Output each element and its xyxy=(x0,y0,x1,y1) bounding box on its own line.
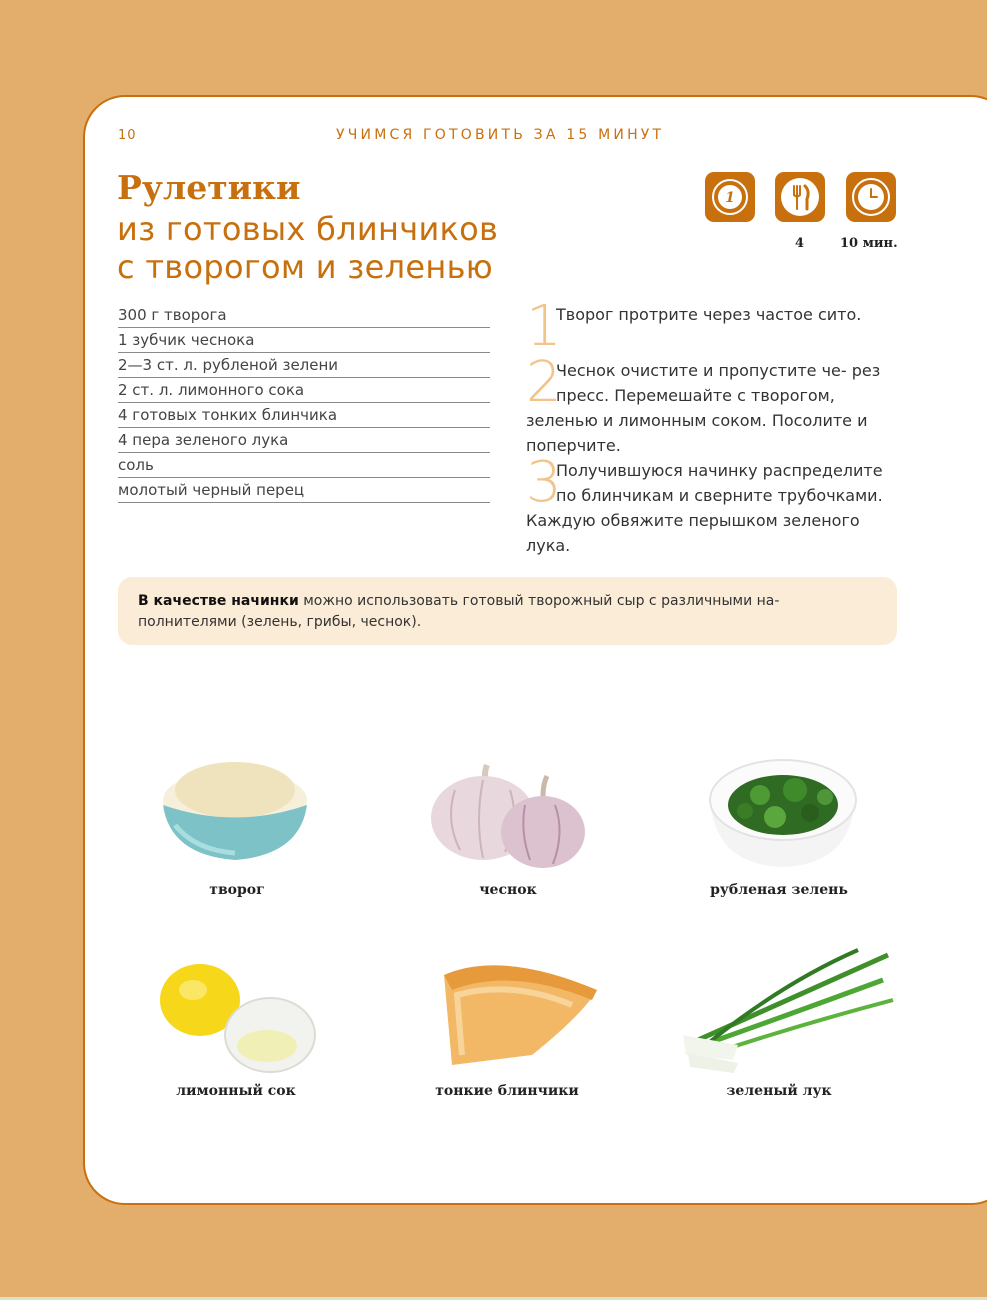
tip-text: можно использовать готовый творожный сыр с различными на- полнителями (зелень, грибы, чеснок). xyxy=(138,593,780,630)
ingredient-item: 1 зубчик чеснока xyxy=(118,328,490,353)
instructions xyxy=(526,294,906,558)
step-number: 2 xyxy=(526,350,562,415)
recipe-subtitle-line-1: из готовых блинчиков xyxy=(117,210,499,248)
garlic-image xyxy=(425,760,590,870)
recipe-title: Рулетики xyxy=(117,168,301,207)
step xyxy=(526,450,906,558)
step-text: Чеснок очистите и пропустите че- рез пресс. Перемешайте с творогом, зеленью и лимонным соком. Посолите и поперчите. xyxy=(526,361,881,455)
difficulty-badge xyxy=(705,172,755,222)
food-label: зеленый лук xyxy=(726,1083,832,1099)
step-text: Получившуюся начинку распределите по блинчикам и сверните трубочками. Каждую обвяжите перышком зеленого лука. xyxy=(526,461,883,555)
chopped-greens-image xyxy=(705,745,860,870)
step-number: 3 xyxy=(526,450,562,515)
pancakes-image xyxy=(432,945,604,1075)
tip-lead: В качестве начинки xyxy=(138,593,299,609)
food-label: творог xyxy=(209,882,265,898)
time-value: 10 мин. xyxy=(840,236,898,251)
food-label: лимонный сок xyxy=(176,1083,296,1099)
lemon-juice-image xyxy=(155,960,320,1075)
step-number: 1 xyxy=(526,294,562,359)
ingredient-item: 4 готовых тонких блинчика xyxy=(118,403,490,428)
recipe-subtitle-line-2: с творогом и зеленью xyxy=(117,248,493,286)
cottage-cheese-image xyxy=(155,755,315,870)
page-number: 10 xyxy=(118,128,137,143)
ingredient-item: 2—3 ст. л. рубленой зелени xyxy=(118,353,490,378)
step xyxy=(526,350,906,458)
clock-icon xyxy=(846,172,896,222)
step xyxy=(526,294,906,359)
tip-box xyxy=(118,577,897,645)
running-head: УЧИМСЯ ГОТОВИТЬ ЗА 15 МИНУТ xyxy=(336,127,665,143)
svg-text:1: 1 xyxy=(725,190,735,206)
ingredient-item: соль xyxy=(118,453,490,478)
ingredient-item: молотый черный перец xyxy=(118,478,490,503)
ingredient-item: 300 г творога xyxy=(118,303,490,328)
fork-knife-icon xyxy=(775,172,825,222)
ingredient-item: 2 ст. л. лимонного сока xyxy=(118,378,490,403)
time-badge xyxy=(846,172,896,222)
green-onion-image xyxy=(678,945,896,1077)
servings-value: 4 xyxy=(795,236,805,251)
servings-badge xyxy=(775,172,825,222)
food-label: чеснок xyxy=(479,882,537,898)
difficulty-icon xyxy=(705,172,755,222)
food-label: рубленая зелень xyxy=(710,882,848,898)
ingredient-item: 4 пера зеленого лука xyxy=(118,428,490,453)
ingredient-list xyxy=(118,303,490,503)
food-label: тонкие блинчики xyxy=(435,1083,579,1099)
step-text: Творог протрите через частое сито. xyxy=(556,305,862,324)
